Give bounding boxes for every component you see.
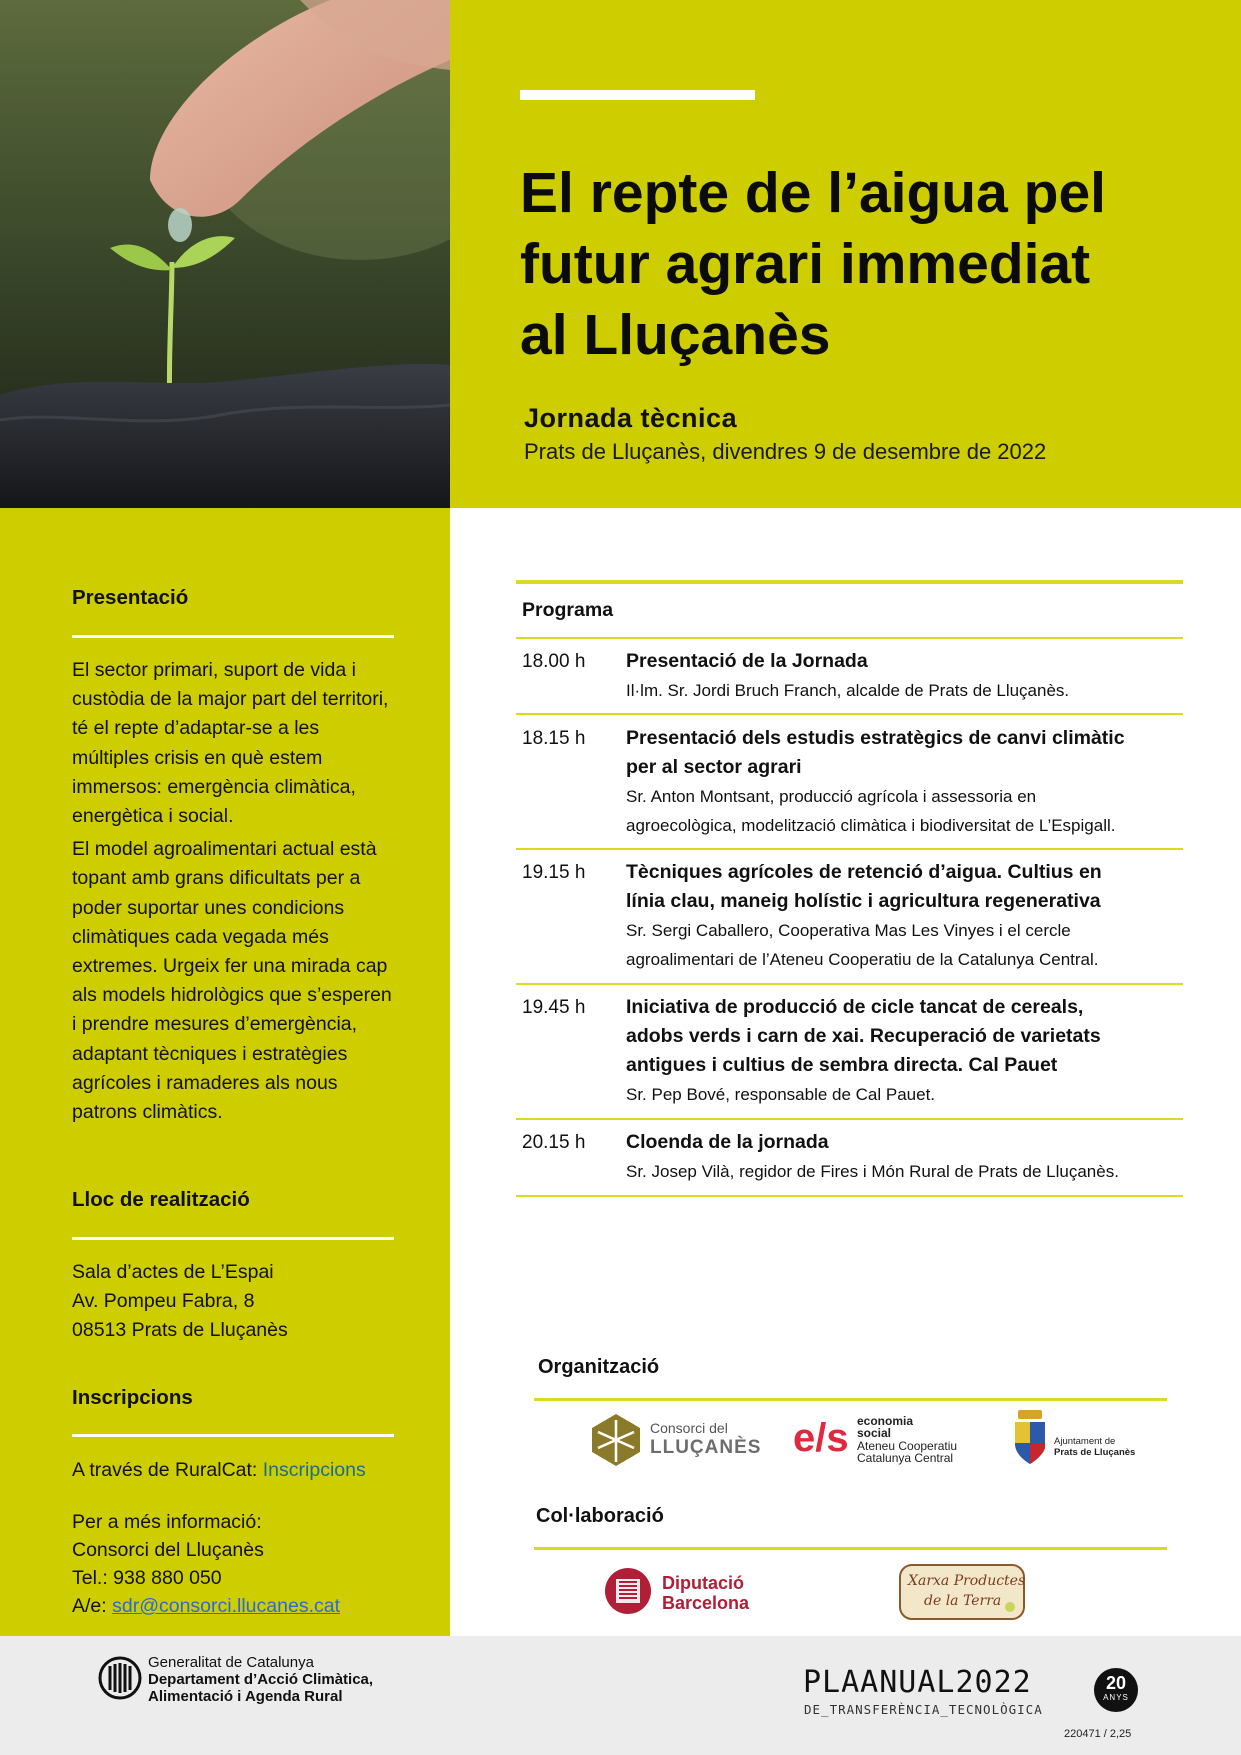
collaboracio-heading: Col·laboració	[536, 1505, 664, 1527]
xarxa-badge-icon	[898, 1561, 1026, 1623]
presentacio-text	[72, 656, 394, 1127]
divider	[516, 637, 1183, 639]
phone: Tel.: 938 880 050	[72, 1567, 222, 1589]
divider	[516, 848, 1183, 850]
divider	[72, 635, 394, 638]
programa-item-title: Cloenda de la jornada	[626, 1131, 829, 1153]
address-line: Av. Pompeu Fabra, 8	[72, 1290, 255, 1312]
ajuntament-line: Prats de Lluçanès	[1054, 1447, 1136, 1458]
programa-item	[626, 858, 1186, 974]
organitzacio-heading: Organització	[538, 1356, 660, 1378]
title-line: El repte de l’aigua pel	[520, 161, 1107, 225]
economia-social-logo	[793, 1412, 973, 1472]
consorci-llucanes-logo	[588, 1410, 768, 1470]
anniversary-number: 20	[1105, 1673, 1127, 1693]
programa-item-speaker: Sr. Josep Vilà, regidor de Fires i Món Rural de Prats de Lluçanès.	[626, 1162, 1119, 1181]
anniversary-label: ANYS	[1103, 1693, 1129, 1702]
programa-time: 18.00 h	[522, 651, 586, 672]
divider	[516, 1195, 1183, 1197]
diputacio-barcelona-logo	[604, 1564, 774, 1620]
lloc-address	[72, 1258, 394, 1345]
diputacio-line: Barcelona	[662, 1593, 750, 1613]
info-org: Consorci del Lluçanès	[72, 1539, 264, 1561]
presentacio-paragraph: El model agroalimentari actual està topant amb grans dificultats per a poder suportar unes condicions climàtiques cada vegada més extremes. Urgeix fer una mirada cap als models hidrològics que s’esperen i prendre mesures d’emergència, adaptant tècniques i estratègies agrícoles i ramaderes als nous patrons climàtics.	[72, 838, 392, 1124]
inscripcions-link[interactable]: Inscripcions	[262, 1459, 366, 1481]
programa-item	[626, 993, 1186, 1109]
diputacio-seal-icon	[604, 1567, 652, 1615]
programa-time: 19.45 h	[522, 997, 586, 1018]
ajuntament-prats-logo	[1012, 1408, 1142, 1474]
divider	[516, 983, 1183, 985]
seedling-illustration	[0, 0, 450, 508]
municipal-shield-icon	[1012, 1408, 1048, 1466]
presentacio-heading: Presentació	[72, 586, 189, 609]
programa-item-title: per al sector agrari	[626, 756, 802, 778]
inscripcions-via-label: A través de RuralCat:	[72, 1459, 263, 1481]
diputacio-line: Diputació	[662, 1573, 745, 1593]
programa-item-title: Presentació de la Jornada	[626, 650, 868, 672]
page-title	[520, 158, 1210, 371]
ecosocial-line: Catalunya Central	[857, 1451, 954, 1465]
email-link[interactable]: sdr@consorci.llucanes.cat	[112, 1595, 340, 1617]
divider	[516, 1118, 1183, 1120]
event-date-place: Prats de Lluçanès, divendres 9 de desembre de 2022	[524, 439, 1047, 464]
generalitat-emblem-icon	[98, 1656, 142, 1700]
inscripcions-via	[72, 1456, 394, 1485]
divider	[534, 1398, 1167, 1401]
document-code: 220471 / 2,25	[1064, 1728, 1132, 1740]
xarxa-productes-terra-logo	[898, 1561, 1026, 1623]
hero-photo-seedling	[0, 0, 450, 508]
programa-item	[626, 647, 1186, 705]
divider	[72, 1237, 394, 1240]
gencat-line: Alimentació i Agenda Rural	[148, 1688, 343, 1705]
programa-item-title: Tècniques agrícoles de retenció d’aigua. Cultius en	[626, 861, 1102, 883]
programa-heading: Programa	[522, 599, 614, 621]
contact-info	[72, 1508, 394, 1620]
programa-time: 19.15 h	[522, 862, 586, 883]
gencat-line: Departament d’Acció Climàtica,	[148, 1671, 374, 1688]
programa-item	[626, 1128, 1186, 1186]
footer	[0, 1636, 1241, 1755]
programa-item-speaker: agroalimentari de l’Ateneu Cooperatiu de la Catalunya Central.	[626, 950, 1099, 969]
xarxa-line: Xarxa Productes	[908, 1573, 1026, 1589]
title-line: al Lluçanès	[520, 303, 831, 367]
divider	[534, 1547, 1167, 1550]
programa-top-rule	[516, 580, 1183, 584]
economia-social-mark: e/s	[793, 1416, 849, 1460]
plan-title: PLAANUAL2022	[803, 1665, 1032, 1700]
programa-item-speaker: agroecològica, modelització climàtica i biodiversitat de L’Espigall.	[626, 816, 1116, 835]
lloc-heading: Lloc de realització	[72, 1188, 250, 1211]
programa-time: 18.15 h	[522, 728, 586, 749]
programa-item-speaker: Il·lm. Sr. Jordi Bruch Franch, alcalde de Prats de Lluçanès.	[626, 681, 1070, 700]
divider	[516, 713, 1183, 715]
programa-item-title: Presentació dels estudis estratègics de canvi climàtic	[626, 727, 1125, 749]
programa-item-speaker: Sr. Pep Bové, responsable de Cal Pauet.	[626, 1085, 936, 1104]
ecosocial-line: social	[857, 1426, 892, 1440]
programa-item-title: Iniciativa de producció de cicle tancat de cereals,	[626, 996, 1084, 1018]
plan-subtitle: DE_TRANSFERÈNCIA_TECNOLÒGICA	[804, 1702, 1043, 1717]
info-label: Per a més informació:	[72, 1511, 262, 1533]
programa-item-speaker: Sr. Sergi Caballero, Cooperativa Mas Les Vinyes i el cercle	[626, 921, 1071, 940]
address-line: 08513 Prats de Lluçanès	[72, 1319, 288, 1341]
xarxa-line: de la Terra	[924, 1593, 1002, 1609]
ajuntament-line: Ajuntament de	[1054, 1436, 1116, 1447]
title-line: futur agrari immediat	[520, 232, 1091, 296]
programa-item-title: antigues i cultius de sembra directa. Cal Pauet	[626, 1054, 1058, 1076]
programa-item	[626, 724, 1186, 840]
programa-item-title: línia clau, maneig holístic i agricultura regenerativa	[626, 890, 1101, 912]
left-sidebar	[0, 508, 450, 1636]
address-line: Sala d’actes de L’Espai	[72, 1261, 274, 1283]
programa-time: 20.15 h	[522, 1132, 586, 1153]
ecosocial-line: Ateneu Cooperatiu	[857, 1439, 958, 1453]
presentacio-paragraph: El sector primari, suport de vida i custòdia de la major part del territori, té el repte d’adaptar-se a les múltiples crisis en què estem immersos: emergència climàtica, energètica i social.	[72, 659, 389, 828]
divider	[72, 1434, 394, 1437]
hero-panel	[450, 0, 1241, 508]
consorci-line: Consorci del	[650, 1420, 728, 1436]
ecosocial-line: economia	[857, 1414, 914, 1428]
gencat-line: Generalitat de Catalunya	[148, 1654, 314, 1671]
consorci-leaf-icon	[588, 1412, 644, 1468]
inscripcions-heading: Inscripcions	[72, 1386, 193, 1409]
hero-accent-bar	[520, 90, 755, 100]
programa-item-speaker: Sr. Anton Montsant, producció agrícola i assessoria en	[626, 787, 1037, 806]
email-label: A/e:	[72, 1595, 113, 1617]
anniversary-badge	[1094, 1668, 1138, 1712]
programa-item-title: adobs verds i carn de xai. Recuperació de varietats	[626, 1025, 1101, 1047]
email-line	[72, 1592, 394, 1620]
event-type: Jornada tècnica	[524, 403, 738, 433]
consorci-line: LLUÇANÈS	[650, 1437, 762, 1458]
